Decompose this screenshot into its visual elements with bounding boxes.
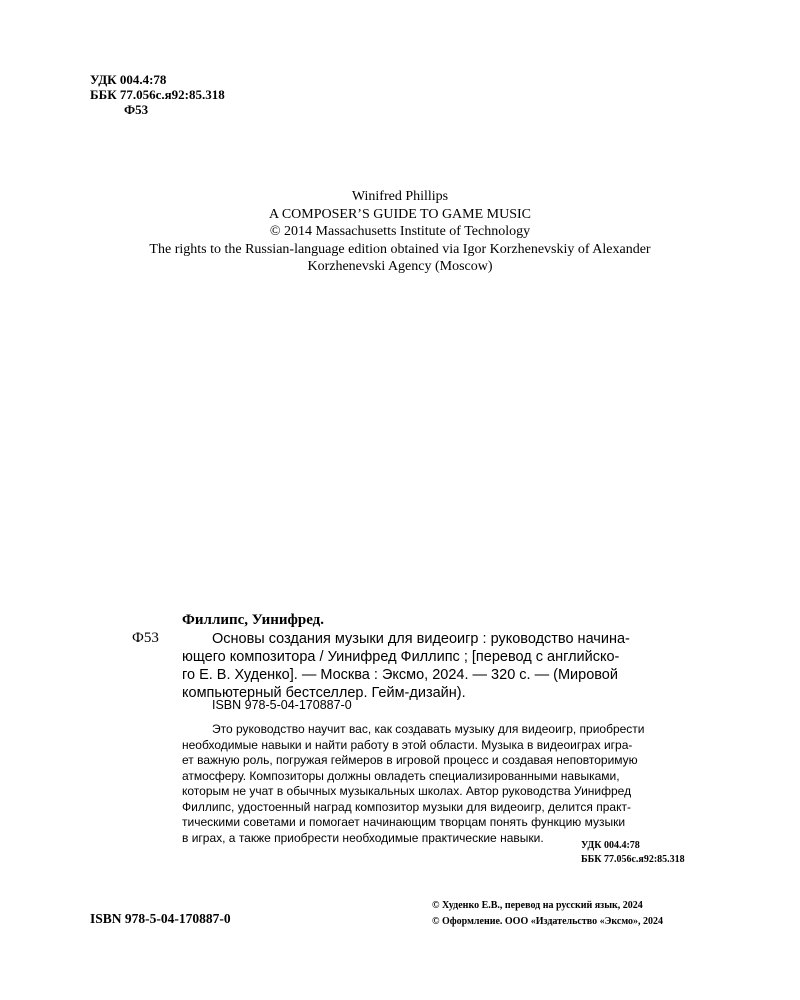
udk-code: УДК 004.4:78	[90, 72, 167, 87]
rights-line-2: Korzhenevski Agency (Moscow)	[307, 259, 493, 274]
translation-copyright: © Худенко Е.В., перевод на русский язык, 2024	[432, 900, 643, 911]
bibliographic-description	[182, 630, 710, 702]
annotation-line: Филлипс, удостоенный наград композитор музыки для видеоигр, делится практ-	[182, 799, 631, 814]
footer-copyrights	[432, 898, 663, 930]
annotation-line: необходимые навыки и найти работу в этой области. Музыка в видеоиграх игра-	[182, 737, 633, 752]
footer-isbn: ISBN 978-5-04-170887-0	[90, 911, 231, 926]
rights-line-1: The rights to the Russian-language edition obtained via Igor Korzhenevskiy of Alexander	[149, 241, 651, 257]
design-copyright: © Оформление. ООО «Издательство «Эксмо», 2024	[432, 916, 663, 927]
original-edition-info	[0, 188, 800, 276]
record-author-mark: Ф53	[132, 630, 159, 646]
classification-codes-bottom	[581, 839, 685, 867]
annotation-line: ет важную роль, погружая геймеров в игровой процесс и создавая неповторимую	[182, 753, 638, 767]
annotation-line: Это руководство научит вас, как создавать музыку для видеоигр, приобрести	[212, 722, 645, 736]
record-line: компьютерный бестселлер. Гейм-дизайн).	[182, 685, 466, 701]
annotation-line: которым не учат в обычных музыкальных школах. Автор руководства Уинифред	[182, 784, 632, 798]
record-isbn: ISBN 978-5-04-170887-0	[212, 698, 352, 712]
annotation-line: в играх, а также приобрести необходимые практические навыки.	[182, 830, 544, 845]
bbk-code-bottom: ББК 77.056с.я92:85.318	[581, 854, 685, 865]
udk-code-bottom: УДК 004.4:78	[581, 840, 640, 851]
original-copyright: © 2014 Massachusetts Institute of Technology	[269, 224, 531, 239]
classification-codes-top	[90, 72, 225, 117]
annotation-line: атмосферу. Композиторы должны овладеть специализированными навыками,	[182, 768, 620, 783]
original-author: Winifred Phillips	[351, 189, 449, 204]
bbk-code: ББК 77.056с.я92:85.318	[90, 87, 225, 102]
record-line: го Е. В. Худенко]. — Москва : Эксмо, 2024. — 320 с. — (Мировой	[182, 667, 618, 683]
author-mark: Ф53	[124, 102, 149, 117]
original-title: A COMPOSER’S GUIDE TO GAME MUSIC	[268, 206, 532, 222]
record-line: Основы создания музыки для видеоигр : руководство начина-	[212, 631, 630, 647]
book-annotation	[182, 722, 710, 846]
annotation-line: тическими советами и помогает начинающим творцам понять функцию музыки	[182, 815, 626, 829]
record-line: ющего композитора / Уинифред Филлипс ; [перевод с английско-	[182, 649, 620, 665]
record-author-heading: Филлипс, Уинифред.	[182, 612, 325, 628]
